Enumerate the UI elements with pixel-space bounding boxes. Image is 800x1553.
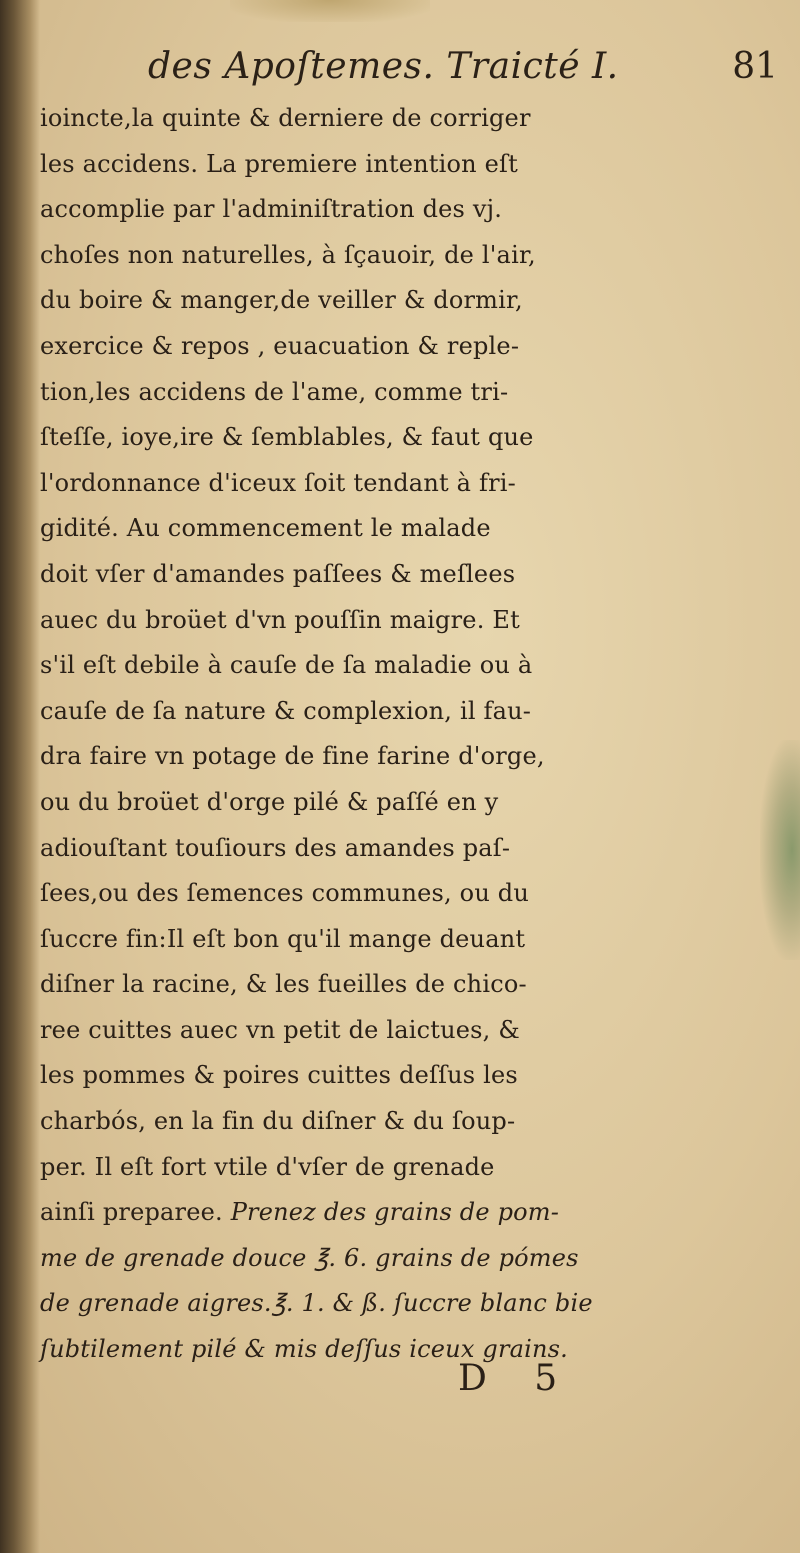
text-fragment: ainſi preparee. [40, 1198, 223, 1227]
text-line: doit vſer d'amandes paſſees & meſlees [40, 559, 516, 588]
recipe-line: Prenez des grains de pom- [230, 1198, 560, 1227]
paper-stain [230, 0, 430, 22]
text-line: charbós, en la fin du diſner & du ſoup- [40, 1107, 516, 1136]
text-line: ſuccre fin:Il eſt bon qu'il mange deuant [40, 924, 526, 953]
text-line: les pommes & poires cuittes deſſus les [40, 1061, 518, 1090]
text-line: per. Il eſt fort vtile d'vſer de grenade [40, 1152, 495, 1181]
text-line: ou du broüet d'orge pilé & paſſé en y [40, 787, 499, 816]
text-line: du boire & manger,de veiller & dormir, [40, 286, 523, 315]
text-line: cauſe de ſa nature & complexion, il fau- [40, 696, 532, 725]
text-line: ſteſſe, ioye,ire & ſemblables, & faut que [40, 423, 534, 452]
text-line: auec du broüet d'vn pouſſin maigre. Et [40, 605, 520, 634]
recipe-line: de grenade aigres.℥. 1. & ß. ſuccre blanc bie [40, 1289, 593, 1318]
recipe-line: me de grenade douce ℥. 6. grains de pómes [40, 1243, 579, 1272]
running-head: des Apoſtemes. Traicté I. [148, 46, 619, 87]
text-line-with-recipe [40, 1190, 780, 1236]
signature-row [40, 1358, 780, 1404]
text-line: l'ordonnance d'iceux ſoit tendant à fri- [40, 468, 516, 497]
body-text [40, 96, 780, 1373]
text-line: ioincte,la quinte & derniere de corriger [40, 104, 531, 132]
signature-mark: D 5 [458, 1358, 576, 1399]
text-line: ree cuittes auec vn petit de laictues, & [40, 1015, 520, 1044]
page-number: 81 [732, 46, 778, 87]
text-line: accomplie par l'adminiſtration des vj. [40, 195, 503, 224]
text-line: ſees,ou des ſemences communes, ou du [40, 879, 530, 908]
text-line: gidité. Au commencement le malade [40, 514, 491, 543]
text-line: les accidens. La premiere intention eſt [40, 149, 518, 178]
recipe-line: ſubtilement pilé & mis deſſus iceux grains. [40, 1335, 569, 1364]
text-line: choſes non naturelles, à ſçauoir, de l'air, [40, 240, 536, 269]
text-line: exercice & repos , euacuation & reple- [40, 331, 520, 360]
text-line: tion,les accidens de l'ame, comme tri- [40, 377, 509, 406]
text-line: dra faire vn potage de fine farine d'orge, [40, 742, 545, 771]
binding-gutter [0, 0, 40, 1553]
text-line: adiouſtant touſiours des amandes paſ- [40, 833, 511, 862]
page-header [148, 40, 788, 96]
text-line: s'il eſt debile à cauſe de ſa maladie ou à [40, 651, 533, 680]
text-line: diſner la racine, & les fueilles de chico- [40, 970, 527, 999]
